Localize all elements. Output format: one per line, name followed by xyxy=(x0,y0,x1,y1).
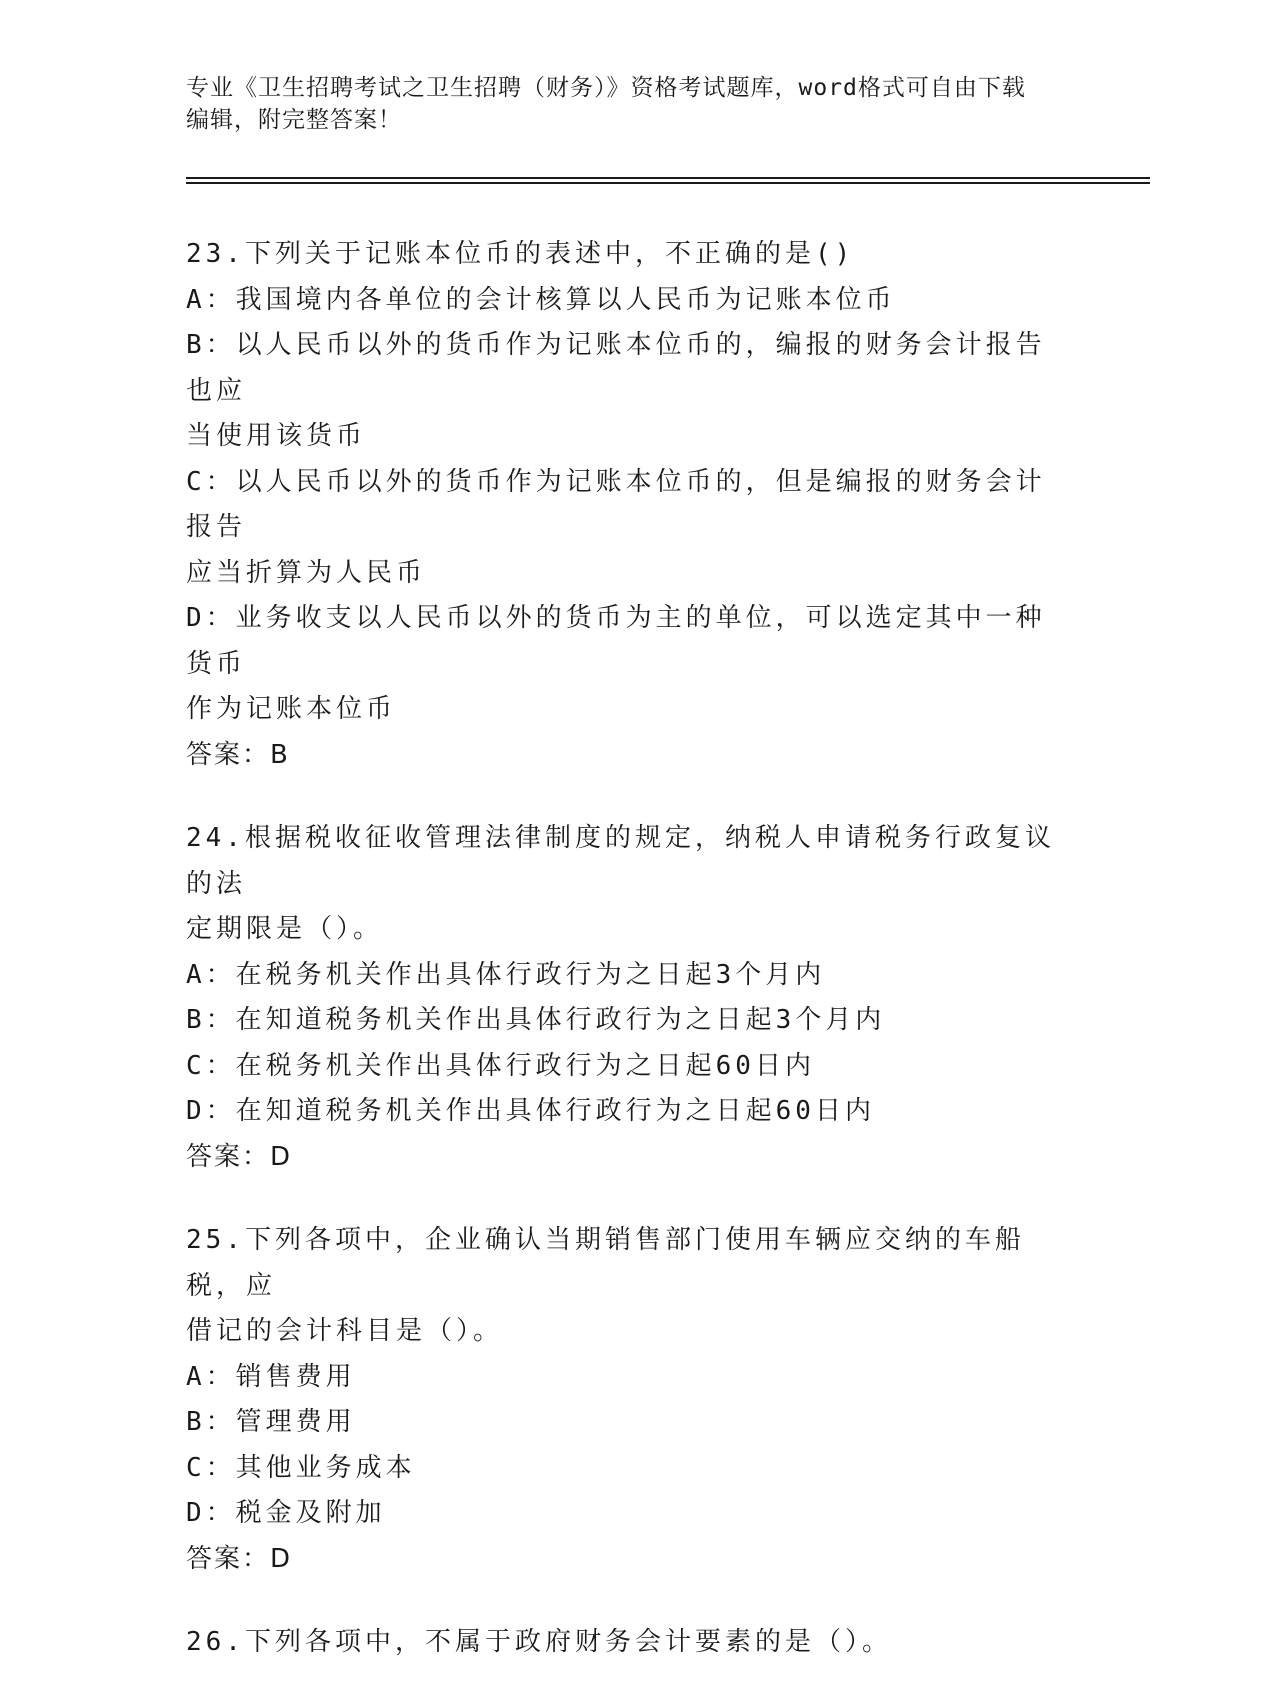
question-stem-continued: 定期限是（）。 xyxy=(186,914,384,944)
option-b: B：管理费用 xyxy=(186,1407,356,1437)
question-stem: 25.下列各项中，企业确认当期销售部门使用车辆应交纳的车船税，应 xyxy=(186,1225,1025,1301)
question-26 xyxy=(186,1620,1066,1666)
question-stem-continued: 借记的会计科目是（）。 xyxy=(186,1316,504,1346)
question-stem: 23.下列关于记账本位币的表述中，不正确的是() xyxy=(186,239,855,269)
question-list xyxy=(186,232,1066,1704)
answer: 答案：D xyxy=(186,1543,293,1574)
option-c: C：在税务机关作出具体行政行为之日起60日内 xyxy=(186,1050,815,1081)
option-d: D：在知道税务机关作出具体行政行为之日起60日内 xyxy=(186,1096,875,1126)
question-stem: 26.下列各项中，不属于政府财务会计要素的是（）。 xyxy=(186,1627,892,1657)
option-c: C：其他业务成本 xyxy=(186,1452,416,1483)
header-line-2: 编辑，附完整答案！ xyxy=(186,107,402,133)
option-d: D：税金及附加 xyxy=(186,1498,386,1528)
question-23 xyxy=(186,232,1066,778)
option-c: C：以人民币以外的货币作为记账本位币的，但是编报的财务会计报告 xyxy=(186,466,1046,542)
option-a: A：我国境内各单位的会计核算以人民币为记账本位币 xyxy=(186,284,896,315)
option-d: D：业务收支以人民币以外的货币为主的单位，可以选定其中一种货币 xyxy=(186,603,1046,679)
document-header xyxy=(186,72,1066,136)
question-stem: 24.根据税收征收管理法律制度的规定，纳税人申请税务行政复议的法 xyxy=(186,823,1055,899)
header-divider-bottom xyxy=(186,182,1150,184)
option-d-continued: 作为记账本位币 xyxy=(186,694,397,724)
question-25 xyxy=(186,1218,1066,1582)
header-divider-top xyxy=(186,177,1150,179)
option-b: B：以人民币以外的货币作为记账本位币的，编报的财务会计报告也应 xyxy=(186,330,1046,406)
option-a: A：销售费用 xyxy=(186,1361,356,1392)
answer: 答案：B xyxy=(186,739,290,770)
header-line-1: 专业《卫生招聘考试之卫生招聘（财务）》资格考试题库，word格式可自由下载 xyxy=(186,75,1026,101)
option-c-continued: 应当折算为人民币 xyxy=(186,557,427,588)
answer: 答案：D xyxy=(186,1141,293,1172)
option-a: A：在税务机关作出具体行政行为之日起3个月内 xyxy=(186,959,826,990)
question-24 xyxy=(186,816,1066,1180)
option-b-continued: 当使用该货币 xyxy=(186,421,367,451)
option-b: B：在知道税务机关作出具体行政行为之日起3个月内 xyxy=(186,1005,886,1035)
